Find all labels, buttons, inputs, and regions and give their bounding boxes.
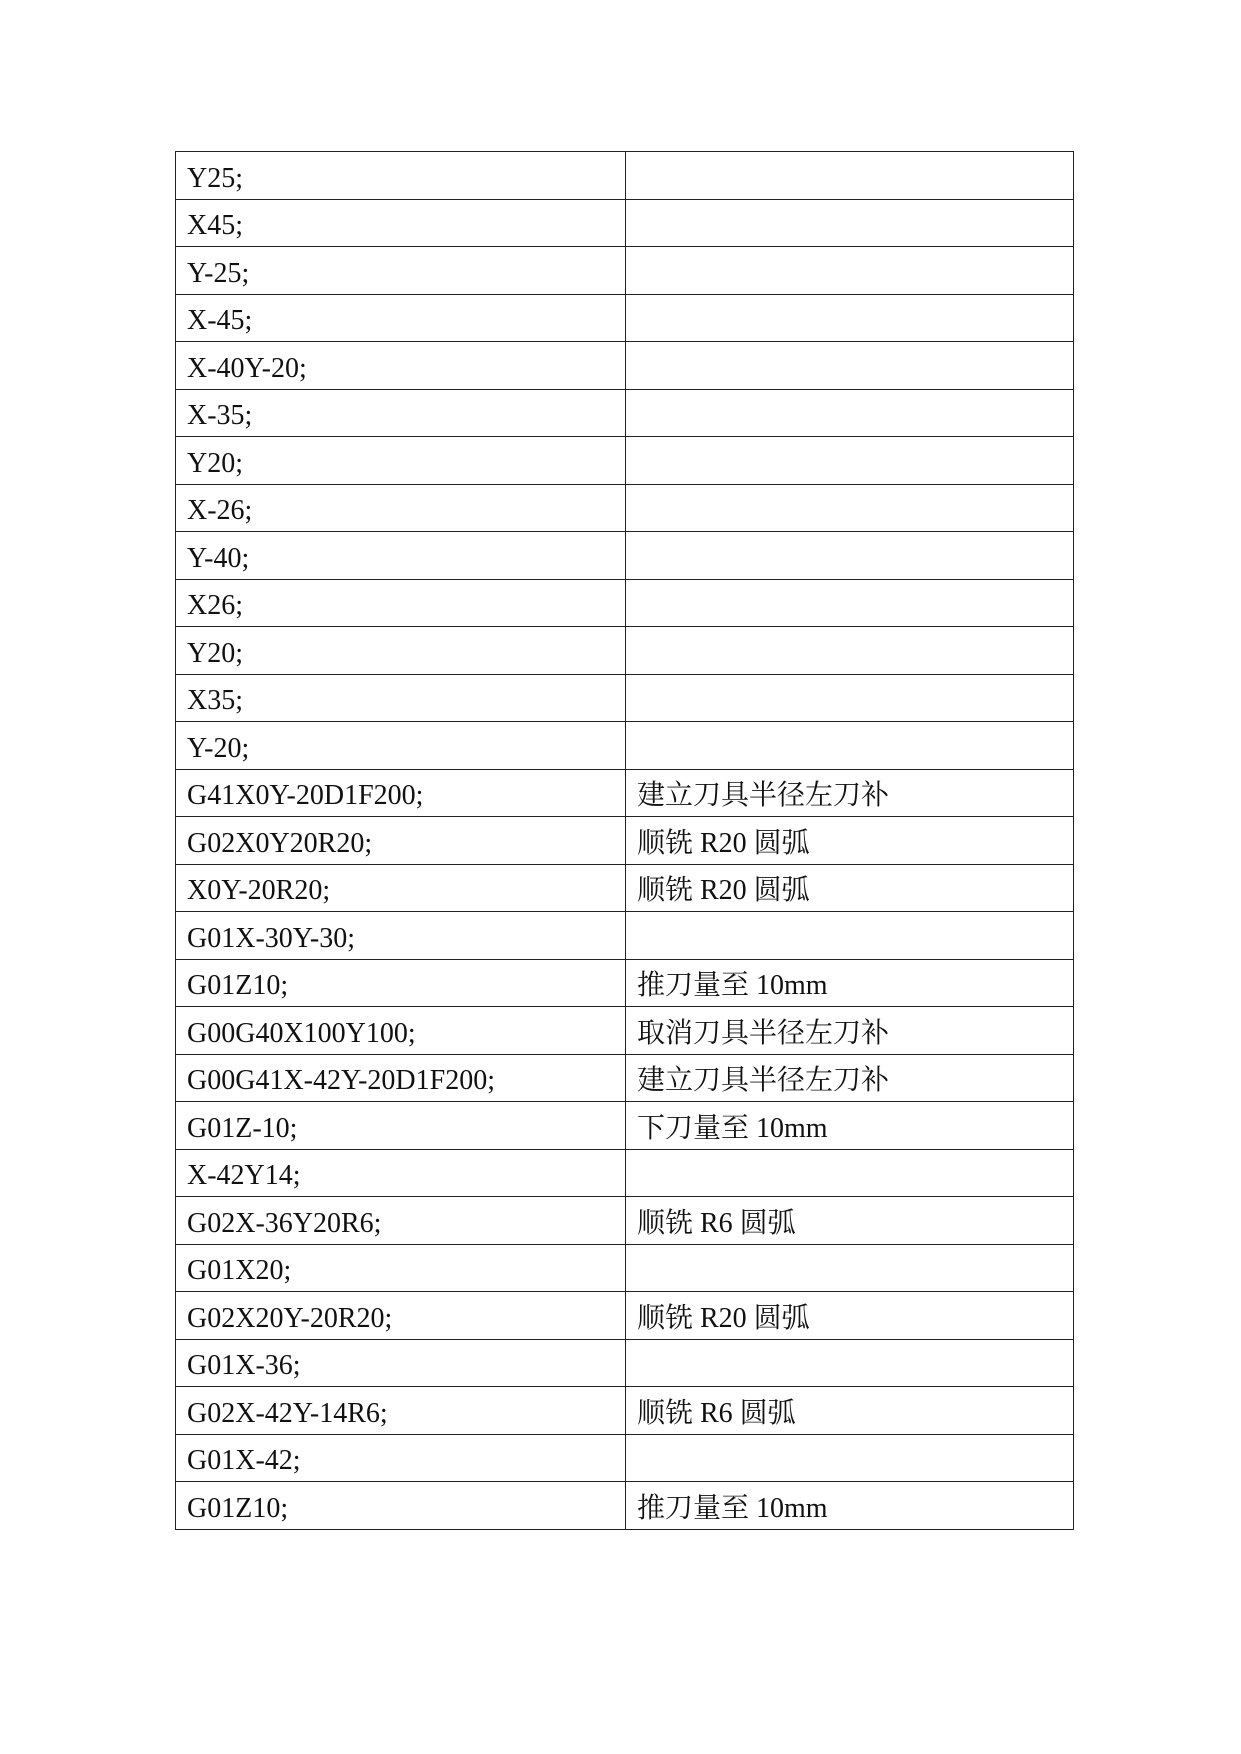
table-row [176,912,1074,960]
program-note-cell: 建立刀具半径左刀补 [626,769,1074,817]
table-row [176,484,1074,532]
program-note-cell: 顺铣 R6 圆弧 [626,1197,1074,1245]
program-note-cell: 建立刀具半径左刀补 [626,1054,1074,1102]
program-note-cell [626,532,1074,580]
program-code-cell: X-45; [176,294,626,342]
program-code-cell: G02X-36Y20R6; [176,1197,626,1245]
table-row [176,437,1074,485]
table-row [176,294,1074,342]
program-note-cell [626,1434,1074,1482]
table-row [176,152,1074,200]
program-note-cell [626,389,1074,437]
program-code-cell: Y-40; [176,532,626,580]
program-note-cell [626,484,1074,532]
table-row [176,674,1074,722]
table-row [176,1054,1074,1102]
program-code-cell: X0Y-20R20; [176,864,626,912]
program-note-cell [626,247,1074,295]
table-row [176,1102,1074,1150]
program-code-cell: G02X-42Y-14R6; [176,1387,626,1435]
program-code-cell: Y20; [176,437,626,485]
program-code-cell: X26; [176,579,626,627]
program-code-cell: G02X20Y-20R20; [176,1292,626,1340]
program-note-cell: 取消刀具半径左刀补 [626,1007,1074,1055]
table-row [176,627,1074,675]
table-row [176,1292,1074,1340]
table-row [176,579,1074,627]
program-note-cell [626,579,1074,627]
program-note-cell: 顺铣 R20 圆弧 [626,1292,1074,1340]
program-note-cell [626,437,1074,485]
table-row [176,959,1074,1007]
table-row [176,722,1074,770]
program-note-cell [626,342,1074,390]
program-note-cell [626,722,1074,770]
program-code-cell: X-26; [176,484,626,532]
table-row [176,1197,1074,1245]
program-code-cell: X-42Y14; [176,1149,626,1197]
program-code-cell: Y20; [176,627,626,675]
table-row [176,864,1074,912]
table-row [176,342,1074,390]
program-table-body [176,152,1074,1530]
table-row [176,199,1074,247]
program-note-cell [626,1244,1074,1292]
table-row [176,1007,1074,1055]
table-row [176,1244,1074,1292]
program-code-cell: X-35; [176,389,626,437]
program-code-cell: G01Z-10; [176,1102,626,1150]
program-code-cell: G02X0Y20R20; [176,817,626,865]
program-note-cell [626,1339,1074,1387]
program-note-cell [626,1149,1074,1197]
cnc-program-table [175,151,1074,1530]
program-code-cell: Y25; [176,152,626,200]
program-code-cell: X35; [176,674,626,722]
table-row [176,389,1074,437]
table-row [176,1339,1074,1387]
program-code-cell: G01X20; [176,1244,626,1292]
table-row [176,1387,1074,1435]
program-code-cell: G00G40X100Y100; [176,1007,626,1055]
program-note-cell: 推刀量至 10mm [626,1482,1074,1530]
table-row [176,1434,1074,1482]
program-note-cell: 顺铣 R6 圆弧 [626,1387,1074,1435]
program-code-cell: G01X-42; [176,1434,626,1482]
program-code-cell: G41X0Y-20D1F200; [176,769,626,817]
program-note-cell [626,627,1074,675]
table-row [176,532,1074,580]
table-row [176,247,1074,295]
program-code-cell: G00G41X-42Y-20D1F200; [176,1054,626,1102]
program-code-cell: G01X-30Y-30; [176,912,626,960]
program-note-cell: 推刀量至 10mm [626,959,1074,1007]
program-note-cell: 顺铣 R20 圆弧 [626,817,1074,865]
table-row [176,769,1074,817]
program-code-cell: G01Z10; [176,959,626,1007]
program-note-cell: 下刀量至 10mm [626,1102,1074,1150]
program-code-cell: G01Z10; [176,1482,626,1530]
program-note-cell [626,294,1074,342]
program-code-cell: Y-20; [176,722,626,770]
program-code-cell: X45; [176,199,626,247]
program-note-cell: 顺铣 R20 圆弧 [626,864,1074,912]
program-code-cell: X-40Y-20; [176,342,626,390]
table-row [176,817,1074,865]
program-note-cell [626,674,1074,722]
program-note-cell [626,152,1074,200]
program-note-cell [626,912,1074,960]
program-note-cell [626,199,1074,247]
program-code-cell: G01X-36; [176,1339,626,1387]
program-code-cell: Y-25; [176,247,626,295]
table-row [176,1149,1074,1197]
table-row [176,1482,1074,1530]
